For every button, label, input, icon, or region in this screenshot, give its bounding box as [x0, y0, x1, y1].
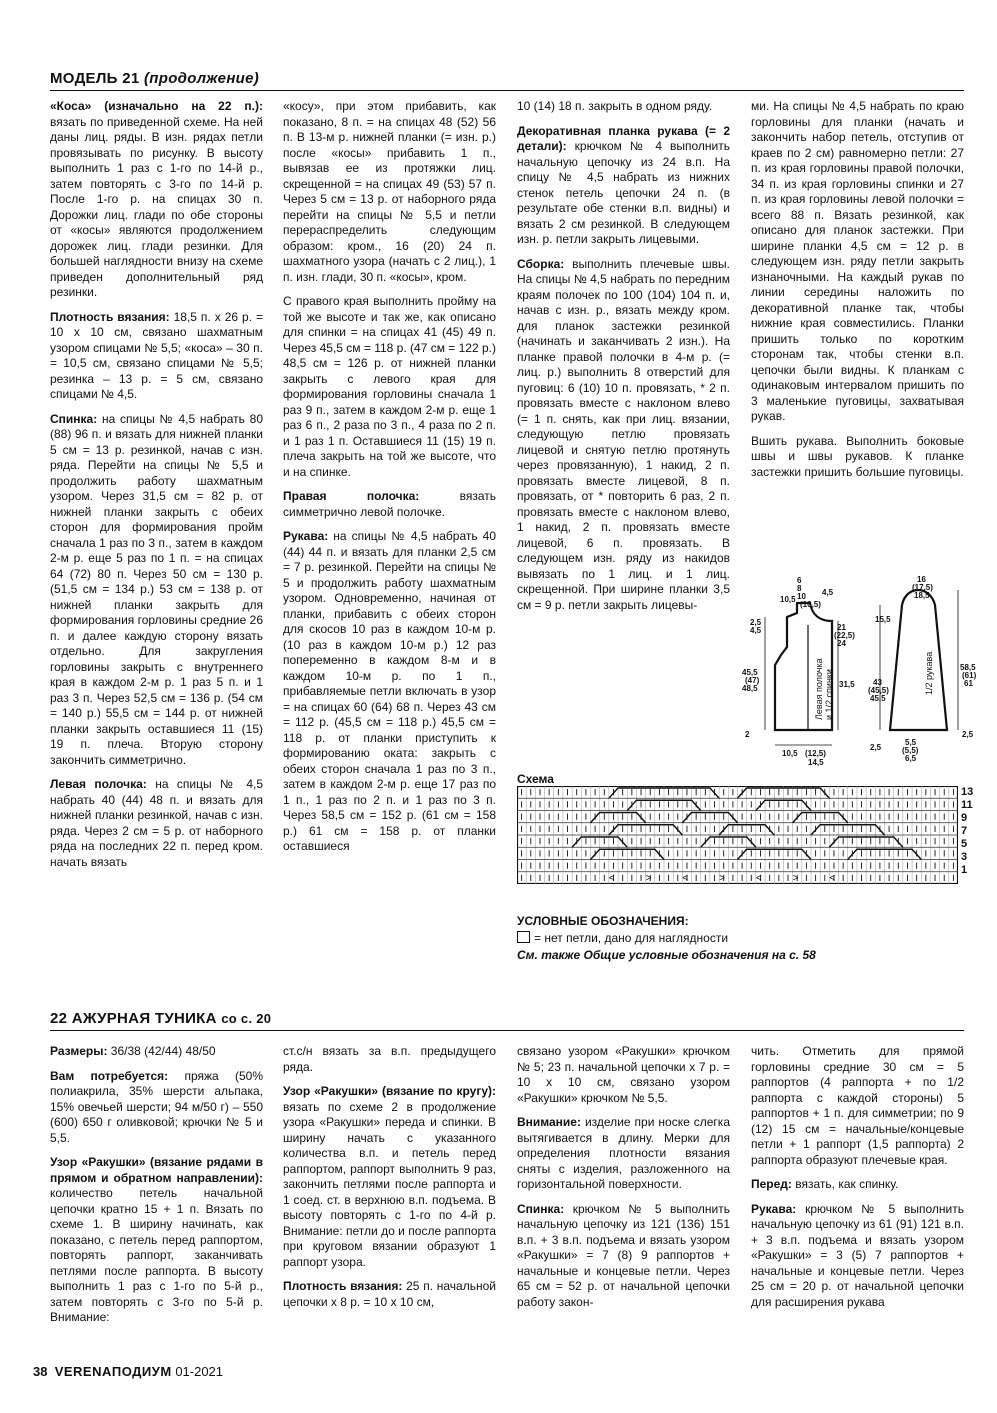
section2-title-ref: со с. 20	[221, 1011, 272, 1026]
paragraph-text: количество петель начальной цепочки кратно 15 + 1 п. Вязать по схеме 1. В ширину начинать, как показано, с петель перед раппортом, повторять раппорт, заканчивать петлями после раппорта. В высоту выполнить 1 раз с 1-го по 5-й р., затем повторять с 3-го по 5-й р. Внимание:	[50, 1186, 263, 1324]
dim-31-5: 31,5	[839, 680, 855, 689]
paragraph-text: вязать по приведенной схеме. На ней даны лиц. ряды. В изн. рядах петли провязывать по рисунку. В высоту выполнить 1 раз с 1-го по 14-й р., затем повторять с 3-го по 14-й р. После 1-го р. на спицах 30 п. Дорожки лиц. глади по обе стороны от «косы» являются продолжением дорожек лиц. глади резинки. Для большей наглядности внизу на схеме приведен дополнительный ряд резинки.	[50, 114, 263, 299]
dim-2: 2	[745, 730, 750, 739]
dim-48-5: 48,5	[742, 684, 758, 693]
paragraph	[283, 529, 496, 855]
paragraph	[283, 294, 496, 480]
row-number: 7	[961, 825, 968, 837]
cross-symbol: <	[829, 873, 836, 884]
model21-column-3	[517, 99, 730, 622]
paragraph	[751, 99, 964, 425]
dim-21: 21	[837, 623, 846, 632]
cross-symbol: <	[755, 873, 762, 884]
paragraph-text: ми. На спицы № 4,5 набрать по краю горловины для планки (начать и закончить набор петель, отступив от краев по 2 см) равномерно петли: 27 п. из края горловины правой полочки, 34 п. из края горловины спинки и 27 п. из края горловины левой полочки = всего 88 п. Вязать резинкой, как описано для планок застежки. При ширине планки 4,5 см = 12 р. в следующем изн. ряду петли закрыть изнаночными. На каждый рукав по линии середины наложить по декоративной планке так, чтобы нижние края совместились. Планки пришить только по коротким сторонам так, чтобы стенки в.п. цепочки были видны. К планкам с одинаковым интервалом пришить по 3 маленькие пуговицы, захватывая рукав.	[751, 99, 964, 423]
empty-cell-icon	[517, 931, 530, 943]
paragraph-text: изделие при носке слегка вытягивается в длину. Мерки для определения плотности вязания сняты с изделия, разложенного на горизонтальной поверхности.	[517, 1115, 730, 1191]
dim-4-5-b: 4,5	[750, 626, 762, 635]
paragraph-text: 18,5 п. х 26 р. = 10 х 10 см, связано шахматным узором спицами № 5,5; «коса» – 30 п. = 10,5 см, связано спицами № 5,5; резинка – 13 р. = 5 см, связано спицами № 4,5.	[50, 309, 263, 401]
legend-title: УСЛОВНЫЕ ОБОЗНАЧЕНИЯ:	[517, 914, 689, 928]
row-number: 11	[961, 799, 973, 811]
tunic-column-3	[517, 1044, 730, 1319]
sleeve-dim-58-5: 58,5	[960, 663, 976, 672]
legend-item-text: = нет петли, дано для наглядности	[534, 931, 729, 945]
paragraph	[283, 489, 496, 520]
row-number: 5	[961, 838, 968, 850]
paragraph-heading: Спинка:	[517, 1201, 565, 1216]
paragraph-heading: Плотность вязания:	[283, 1279, 403, 1293]
tunic-column-2	[283, 1044, 496, 1319]
paragraph	[517, 1202, 730, 1311]
paragraph-heading: Декоративная планка рукава (= 2 детали):	[517, 123, 730, 153]
paragraph-heading: Размеры:	[50, 1044, 108, 1058]
paragraph-text: 10 (14) 18 п. закрыть в одном ряду.	[517, 99, 713, 113]
paragraph-text: крючком № 5 выполнить начальную цепочку из 121 (136) 151 в.п. + 3 в.п. подъема и вязать узором «Ракушки» = 7 (8) 9 раппортов + начальные и концевые петли. Через 65 см = 52 р. от начальной цепочки работу закон-	[517, 1201, 730, 1309]
paragraph	[751, 434, 964, 481]
paragraph-text: вязать симметрично левой полочке.	[283, 489, 497, 519]
dim-22-5: (22,5)	[834, 631, 855, 640]
dim-24: 24	[837, 639, 846, 648]
section2-rule	[50, 1030, 964, 1031]
dim-14-5: 14,5	[808, 758, 824, 767]
sleeve-dim-45-5-b: 45,5	[870, 694, 886, 703]
paragraph-heading: Спинка:	[50, 411, 98, 426]
sleeve-dim-5-5: 5,5	[905, 738, 917, 747]
paragraph-heading: Правая полочка:	[283, 489, 420, 503]
sleeve-dim-6-5: 6,5	[905, 754, 917, 763]
tunic-column-4	[751, 1044, 964, 1319]
paragraph-text: «косу», при этом прибавить, как показано, 8 п. = на спицах 48 (52) 56 п. В 13-м р. нижней планки (= изн. р.) после «косы» прибавить 1 п., вывязав ее из протяжки лиц. скрещенной = на спицах 49 (53) 57 п. Через 5 см = 13 р. от наборного ряда перейти на спицы № 5,5 и петли перераспределить следующим образом: кром., 16 (20) 24 п. шахматного узора (начать с 2 лиц.), 1 п. изн. глади, 30 п. «косы», кром.	[283, 99, 496, 284]
sleeve-dim-45-5: (45,5)	[868, 686, 889, 695]
model21-column-2	[283, 99, 496, 864]
paragraph-heading: «Коса» (изначально на 22 п.):	[50, 99, 263, 113]
row-number: 1	[961, 864, 968, 876]
paragraph	[517, 1044, 730, 1106]
paragraph	[517, 124, 730, 248]
paragraph-text: крючком № 4 выполнить начальную цепочку из 24 в.п. На спицу № 4,5 набрать из нижних стенок петель цепочки 24 п. (в результате обе стенки в.п. видны) и вязать 2 см резинкой. В следующем изн. р. петли закрыть лицевыми.	[517, 139, 730, 246]
dim-10-5: 10,5	[780, 595, 796, 604]
pattern-pieces-diagram	[740, 575, 980, 775]
paragraph-text: выполнить плечевые швы. На спицы № 4,5 набрать по передним краям полочек по 100 (104) 104 п. и, начав с изн. р., вязать между кром. для планок застежки резинкой (начинать и заканчивать 2 изн.). На планке правой полочки в 4-м р. (= лиц. р.) выполнить 8 отверстий для пуговиц: 6 (10) 10 п. провязать, * 2 п. провязать вместе с наклоном влево (= 1 п. снять, как при лиц. вязании, следующую петлю провязать лицевой и снятую петлю протянуть через провязанную), 1 накид, 2 п. провязать вместе лицевой, 8 п. провязать, от * повторить 6 раз, 2 п. провязать вместе с наклоном влево, 1 накид, 2 п. провязать вместе лицевой, 6 п. провязать. В следующем изн. ряду из накидов вывязать по 1 лиц. и 1 лиц. скрещенной. При ширине планки 3,5 см = 9 р. петли закрыть лицевы-	[517, 256, 730, 612]
sleeve-dim-61: (61)	[962, 671, 977, 680]
legend-note: См. также Общие условные обозначения на с. 58	[517, 948, 816, 962]
row-number: 13	[961, 786, 974, 798]
paragraph-heading: Узор «Ракушки» (вязание рядами в прямом и обратном направлении):	[50, 1155, 263, 1185]
sleeve-piece-label: 1/2 рукава	[924, 651, 934, 695]
paragraph	[50, 412, 263, 769]
section2-title-text: 22 АЖУРНАЯ ТУНИКА	[50, 1010, 217, 1027]
sleeve-dim-15-5: 15,5	[875, 615, 891, 624]
paragraph	[283, 1044, 496, 1075]
paragraph-text: на спицы № 4,5 набрать 80 (88) 96 п. и вязать для нижней планки 5 см = 13 р. резинкой, начав с изн. ряда. Перейти на спицы № 5,5 и продолжить работу шахматным узором. Через 31,5 см = 82 р. от нижней планки закрыть с обеих сторон для формирования пройм сначала 1 раз по 3 п., затем в каждом 2-м р. еще 5 раз по 1 п. = на спицах 64 (72) 80 п. Через 50 см = 130 р. (51,5 см = 134 р.) 53 см = 138 р. от нижней планки закрыть для формирования горловины средние 26 п. и далее каждую сторону вязать отдельно. Для закругления горловины закрыть с внутреннего края в каждом 2-м р. 1 раз 5 п. и 1 раз 3 п. Через 52,5 см = 136 р. (54 см = 140 р.) 55,5 см = 144 р. от нижней планки закрыть оставшиеся 11 (15) 19 п. плеча. Вторую сторону закончить симметрично.	[50, 411, 263, 767]
paragraph-text: пряжа (50% полиакрила, 35% шерсти альпака, 15% овечьей шерсти; 94 м/50 г) – 550 (600) 650 г оливковой; крючки № 5 и 5,5.	[50, 1068, 264, 1145]
dim-12-5: (12,5)	[805, 749, 826, 758]
dim-10-5-b: (10,5)	[800, 600, 821, 609]
paragraph-heading: Рукава:	[751, 1201, 797, 1216]
paragraph-text: на спицы № 4,5 набрать 40 (44) 48 п. и вязать для нижней планки резинкой, начав с изн. ряда. Через 2 см = 5 р. от наборного ряда на последних 22 п. перед кром. начать вязать	[50, 777, 264, 869]
section-rule	[50, 90, 964, 91]
sleeve-dim-17-5: (17,5)	[912, 583, 933, 592]
cross-symbol: <	[682, 873, 689, 884]
paragraph-text: ст.с/н вязать за в.п. предыдущего ряда.	[283, 1044, 496, 1074]
cross-symbol: <	[608, 873, 615, 884]
paragraph-text: 36/38 (42/44) 48/50	[107, 1044, 216, 1058]
dim-10: 10	[797, 592, 806, 601]
sleeve-dim-16: 16	[917, 575, 926, 584]
paragraph	[283, 1279, 496, 1310]
front-piece-label-1: Левая полочка	[814, 658, 824, 720]
sleeve-dim-61-b: 61	[964, 679, 973, 688]
dim-6: 6	[797, 576, 802, 585]
paragraph-text: Вшить рукава. Выполнить боковые швы и швы рукавов. К планке застежки пришить большие пуговицы.	[751, 433, 964, 479]
paragraph-text: 25 п. начальной цепочки х 8 р. = 10 х 10 см,	[283, 1279, 496, 1309]
magazine-name: VERENAПОДИУМ	[54, 1364, 172, 1379]
dim-8: 8	[797, 584, 802, 593]
cross-symbol: >	[719, 873, 725, 884]
paragraph	[50, 1155, 263, 1326]
paragraph-heading: Плотность вязания:	[50, 309, 170, 324]
paragraph-heading: Сборка:	[517, 256, 565, 271]
paragraph-text: крючком № 5 выполнить начальную цепочку из 61 (91) 121 в.п. + 3 в.п. подъема и вязать узором «Ракушки» = 3 (5) 7 раппортов + начальные и концевые петли. Через 25 см = 20 р. от начальной цепочки для расширения рукава	[751, 1201, 964, 1309]
model21-column-4	[751, 99, 964, 489]
paragraph	[751, 1044, 964, 1168]
page-number: 38	[33, 1364, 48, 1379]
paragraph	[517, 257, 730, 614]
paragraph	[517, 1115, 730, 1193]
paragraph	[50, 777, 263, 870]
dim-45-5: 45,5	[742, 668, 758, 677]
paragraph	[50, 310, 263, 403]
schema-row-numbers	[961, 786, 973, 877]
paragraph-text: связано узором «Ракушки» крючком № 5; 23 п. начальной цепочки х 7 р. = 10 х 10 см, связано узором «Ракушки» крючком № 5,5.	[517, 1044, 730, 1105]
paragraph	[517, 99, 730, 115]
paragraph	[283, 99, 496, 285]
paragraph-heading: Вам потребуется:	[50, 1068, 169, 1083]
sleeve-dim-18-5: 18,5	[914, 591, 930, 600]
paragraph-text: чить. Отметить для прямой горловины средние 30 см = 5 раппортов (4 раппорта + по 1/2 раппорта с каждой стороны) 5 раппортов + 1 п. для симметрии; по 9 (12) 15 см = начальные/концевые петли + 1 раппорт (1,5 раппорта) 2 раппорта образуют плечевые края.	[751, 1044, 964, 1167]
paragraph-text: вязать по схеме 2 в продолжение узора «Ракушки» переда и спинки. В ширину начать с указанного количества в.п. и петель перед раппортом, раппорт выполнить 9 раз, закончить петлями после раппорта и 1 соед. ст. в верхнюю в.п. подъема. В высоту повторять с 1-го по 4-й р. Внимание: петли до и после раппорта при круговом вязании образуют 1 раппорт узора.	[283, 1099, 496, 1269]
row-number: 9	[961, 812, 968, 824]
sleeve-dim-5-5-b: (5,5)	[902, 746, 919, 755]
schema-title: Схема	[517, 772, 554, 786]
page-footer	[33, 1364, 223, 1379]
sleeve-dim-2-5: 2,5	[870, 743, 882, 752]
legend	[517, 913, 816, 964]
section-title-model-21	[50, 70, 259, 87]
cross-symbol: >	[645, 873, 652, 884]
paragraph-text: С правого края выполнить пройму на той же высоте и так же, как описано для спинки = на спицах 41 (45) 49 п. Через 45,5 см = 118 р. (47 см = 122 р.) 48,5 см = 126 р. от нижней планки закрыть с левого края для формирования горловины сначала 1 раз 9 п., затем в каждом 2-м р. еще 1 раз 6 п., 2 раза по 3 п., 4 раза по 2 п. и 1 раз 1 п. Оставшиеся 11 (15) 19 п. плеча закрыть на той же высоте, что и на спинке.	[283, 294, 496, 479]
model21-column-1	[50, 99, 263, 879]
paragraph	[50, 99, 263, 301]
cable-schema-chart	[517, 786, 958, 884]
issue-number: 01-2021	[175, 1364, 224, 1379]
paragraph	[751, 1177, 964, 1193]
front-piece-label-2: и 1/2 спинки	[824, 669, 834, 720]
paragraph-heading: Узор «Ракушки» (вязание по кругу):	[283, 1084, 496, 1098]
paragraph-text: на спицы № 4,5 набрать 40 (44) 44 п. и вязать для планки 2,5 см = 7 р. резинкой. Перейти на спицы № 5 и продолжить работу шахматным узором. Одновременно, начиная от планки, прибавить с обеих сторон для скосов 10 раз в каждом 10-м р. (10 раз в каждом 10-м р.) 12 раз попеременно в каждом 8-м и в каждом 10-м р. по 1 п., прибавляемые петли включать в узор = на спицах 60 (64) 68 п. Через 43 см = 112 р. (45,5 см = 118 р.) 45,5 см = 118 р. от планки приступить к формированию оката: закрыть с обеих сторон сначала 1 раз по 3 п., затем в каждом 2-м р. еще 17 раз по 1 п., 1 раз по 2 п. и 1 раз по 3 п. Через 58,5 см = 152 р. (61 см = 158 р.) 61 см = 158 р. от планки оставшиеся	[283, 529, 496, 853]
paragraph	[50, 1044, 263, 1060]
sleeve-dim-2-5-b: 2,5	[962, 730, 974, 739]
dim-4-5: 4,5	[822, 588, 834, 597]
legend-item	[517, 930, 816, 947]
section-title-note: (продолжение)	[143, 70, 260, 87]
tunic-column-1	[50, 1044, 263, 1335]
paragraph	[751, 1202, 964, 1311]
paragraph	[283, 1084, 496, 1270]
section-title-text: МОДЕЛЬ 21	[50, 70, 140, 87]
paragraph-text: вязать, как спинку.	[791, 1177, 899, 1191]
paragraph-heading: Рукава:	[283, 529, 329, 543]
section-title-tunic	[50, 1010, 271, 1027]
row-number: 3	[961, 851, 968, 863]
paragraph	[50, 1069, 263, 1147]
paragraph-heading: Левая полочка:	[50, 777, 147, 791]
paragraph-heading: Перед:	[751, 1177, 792, 1191]
dim-47: (47)	[745, 676, 760, 685]
dim-2-5: 2,5	[750, 618, 762, 627]
sleeve-dim-43: 43	[873, 678, 882, 687]
cross-symbol: >	[792, 873, 799, 884]
dim-10-5-c: 10,5	[782, 749, 798, 758]
paragraph-heading: Внимание:	[517, 1115, 581, 1129]
